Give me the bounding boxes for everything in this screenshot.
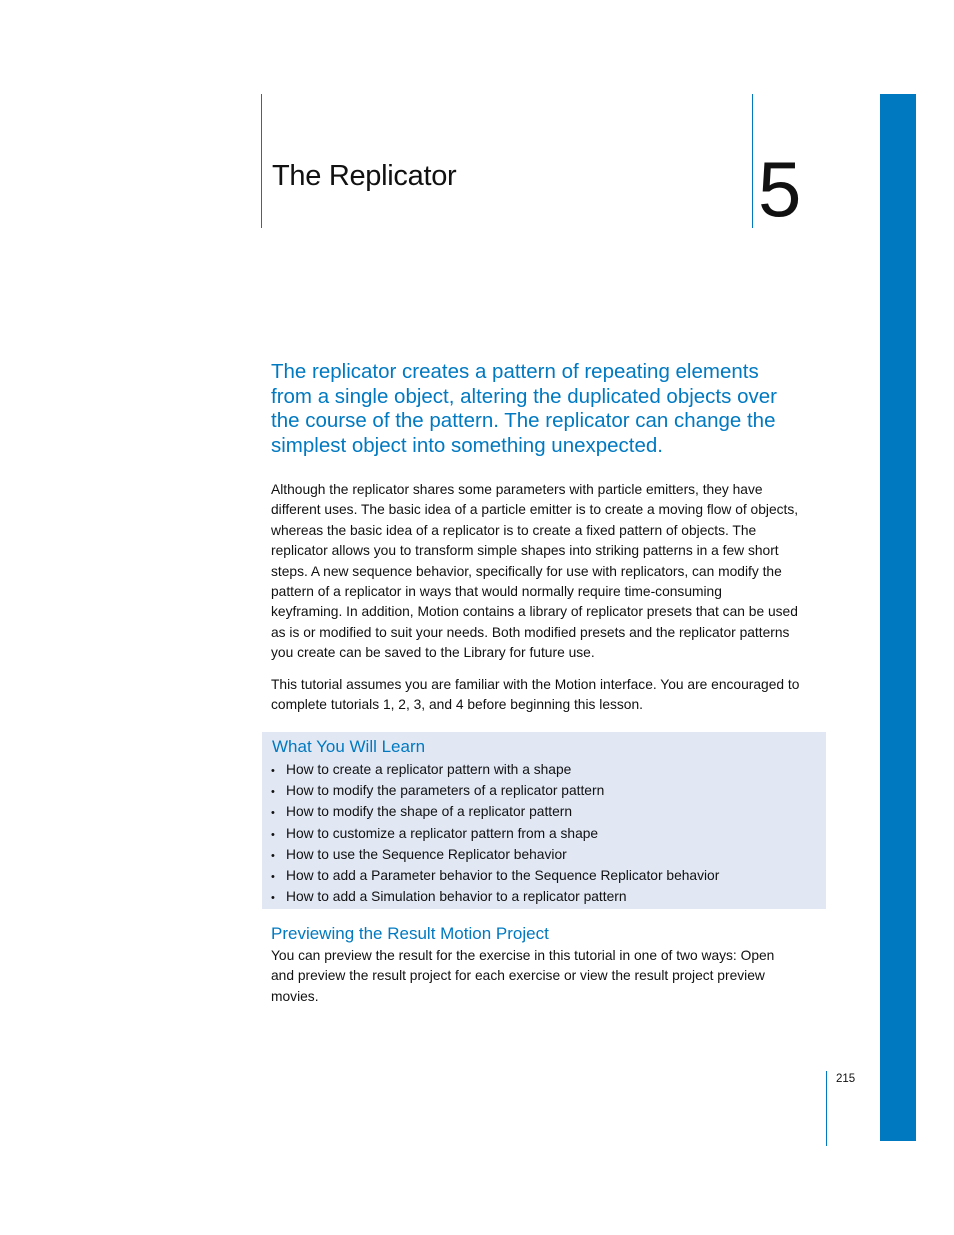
text-line: different uses. The basic idea of a particle emitter is to create a moving flow of objects,: [271, 502, 799, 518]
text-line: Although the replicator shares some parameters with particle emitters, they have: [271, 482, 763, 497]
text-line: steps. A new sequence behavior, specifically for use with replicators, can modify the: [271, 563, 782, 579]
chapter-tab: [880, 94, 916, 1141]
body-paragraph-2: [271, 675, 799, 716]
text-line: keyframing. In addition, Motion contains a library of replicator presets that can be used: [271, 604, 798, 620]
text-line: You can preview the result for the exercise in this tutorial in one of two ways: Open: [271, 948, 775, 963]
text-line: replicator allows you to transform simple shapes into striking patterns in a few short: [271, 543, 779, 559]
text-line: and preview the result project for each exercise or view the result project preview: [271, 968, 765, 984]
text-line: This tutorial assumes you are familiar with the Motion interface. You are encouraged to: [271, 677, 800, 692]
body-paragraph-1: [271, 480, 798, 664]
list-item: • How to add a Parameter behavior to the Sequence Replicator behavior: [271, 866, 719, 887]
list-item: • How to create a replicator pattern with a shape: [271, 760, 719, 781]
text-line: as is or modified to suit your needs. Both modified presets and the replicator patterns: [271, 624, 790, 640]
title-rule-left: [261, 94, 262, 228]
title-rule-right: [752, 94, 753, 228]
learn-heading: What You Will Learn: [272, 737, 426, 756]
page-number-rule: [826, 1071, 827, 1146]
chapter-title: The Replicator: [272, 160, 457, 192]
text-line: pattern of a replicator in ways that would normally require time-consuming: [271, 584, 722, 600]
intro-line: the course of the pattern. The replicator can change the: [271, 409, 776, 433]
text-line: you create can be saved to the Library for future use.: [271, 645, 595, 661]
preview-heading: Previewing the Result Motion Project: [271, 924, 549, 943]
list-item: • How to add a Simulation behavior to a replicator pattern: [271, 887, 719, 908]
intro-paragraph: [271, 360, 831, 458]
preview-paragraph: [271, 946, 774, 1007]
page-number: 215: [836, 1073, 856, 1085]
list-item: • How to modify the shape of a replicator pattern: [271, 802, 719, 823]
list-item: • How to modify the parameters of a replicator pattern: [271, 781, 719, 802]
chapter-number: 5: [758, 145, 800, 233]
list-item: • How to customize a replicator pattern from a shape: [271, 824, 719, 845]
intro-line: from a single object, altering the duplicated objects over: [271, 384, 777, 408]
list-item: • How to use the Sequence Replicator behavior: [271, 845, 719, 866]
text-line: movies.: [271, 988, 319, 1004]
text-line: complete tutorials 1, 2, 3, and 4 before beginning this lesson.: [271, 697, 643, 713]
intro-line: The replicator creates a pattern of repeating elements: [271, 360, 759, 383]
learn-list: [271, 760, 719, 908]
intro-line: simplest object into something unexpected.: [271, 433, 664, 457]
text-line: whereas the basic idea of a replicator is to create a fixed pattern of objects. The: [271, 522, 757, 538]
